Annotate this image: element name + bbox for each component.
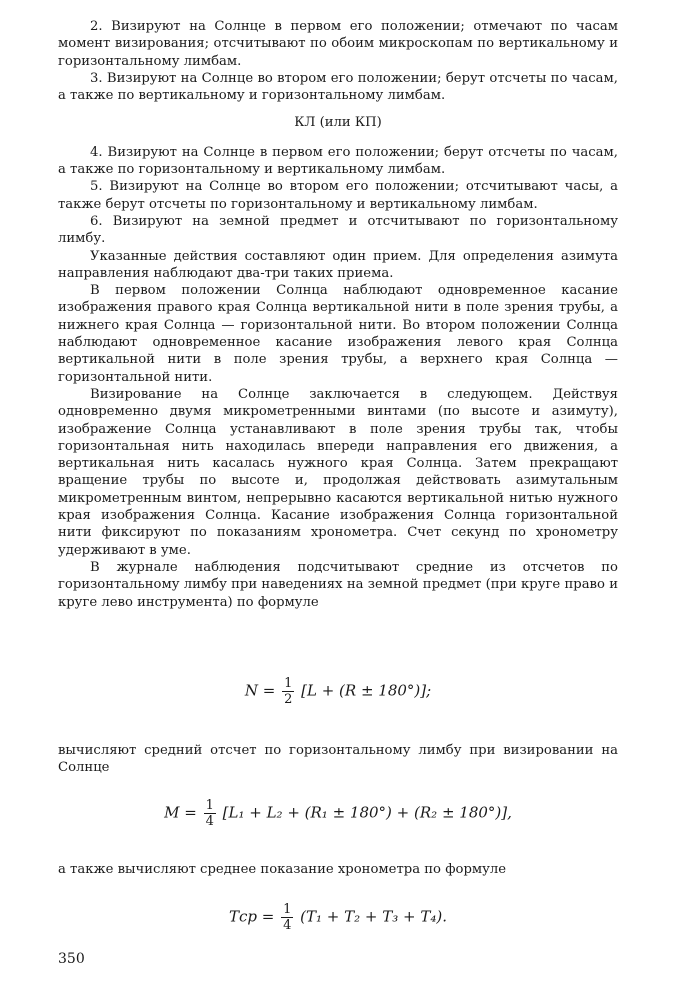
paragraph-sighting: Визирование на Солнце заключается в следующем. Действуя одновременно двумя микрометренными винтами (по высоте и азимуту), изображение Солнца устанавливают в поле зрения трубы так, чтобы горизонтальная нить находилась впереди направления его движения, а вертикальная нить касалась нужного края Солнца. Затем прекращают вращение трубы по высоте и, продолжая действовать азимутальным микрометренным винтом, непрерывно касаются вертикальной нитью нужного края изображения Солнца. Касание изображения Солнца горизонтальной нити фиксируют по показаниям хронометра. Счет секунд по хронометру удерживают в уме. [58, 386, 618, 558]
fraction: $\frac{1}{4}$ [205, 798, 214, 829]
paragraph-step-3: 3. Визируют на Солнце во втором его положении; берут отсчеты по часам, а также по вертикальному и горизонтальному лимбам. [58, 70, 618, 104]
paragraph-step-5: 5. Визируют на Солнце во втором его положении; отсчитывают часы, а также берут отсчеты по горизонтальному и вертикальному лимбам. [58, 179, 618, 212]
fraction: $\frac{1}{2}$ [284, 676, 293, 707]
paragraph-journal: В журнале наблюдения подсчитывают средние из отсчетов по горизонтальному лимбу при наведениях на земной предмет (при круге право и круге лево инструмента) по формуле [58, 559, 618, 610]
formula-m: M = $\frac{1}{4}$ [L₁ + L₂ + (R₁ ± 180°) + (R₂ ± 180°)], [164, 798, 512, 829]
page-number: 350 [58, 951, 85, 967]
section-heading: КЛ (или КП) [294, 115, 382, 131]
text-mean-sun: вычисляют средний отсчет по горизонтальному лимбу при визировании на Солнце [58, 743, 618, 776]
paragraph-step-2: 2. Визируют на Солнце в первом его положении; отмечают по часам момент визирования; отсчитывают по обоим микроскопам по вертикальному и горизонтальному лимбам. [58, 19, 618, 69]
fraction: $\frac{1}{4}$ [283, 902, 292, 933]
text-chronometer: а также вычисляют среднее показание хронометра по формуле [58, 862, 507, 877]
paragraph-step-6: 6. Визируют на земной предмет и отсчитывают по горизонтальному лимбу. [58, 213, 618, 247]
paragraph-sun-positions: В первом положении Солнца наблюдают одновременное касание изображения правого края Солнца вертикальной нити в поле зрения трубы, а нижнего края Солнца — горизонтальной нити. Во втором положении Солнца наблюдают одновременное касание изображения левого края Солнца вертикальной нити в поле зрения трубы, а верхнего края Солнца — горизонтальной нити. [58, 283, 618, 385]
formula-n: N = $\frac{1}{2}$ [L + (R ± 180°)]; [244, 676, 432, 707]
main-text [58, 18, 618, 611]
paragraph-step-4: 4. Визируют на Солнце в первом его положении; берут отсчеты по часам, а также по горизонтальному и вертикальному лимбам. [58, 144, 618, 178]
formula-t: Tср = $\frac{1}{4}$ (T₁ + T₂ + T₃ + T₄). [228, 902, 448, 933]
paragraph-reception: Указанные действия составляют один прием. Для определения азимута направления наблюдают два-три таких приема. [58, 248, 618, 281]
